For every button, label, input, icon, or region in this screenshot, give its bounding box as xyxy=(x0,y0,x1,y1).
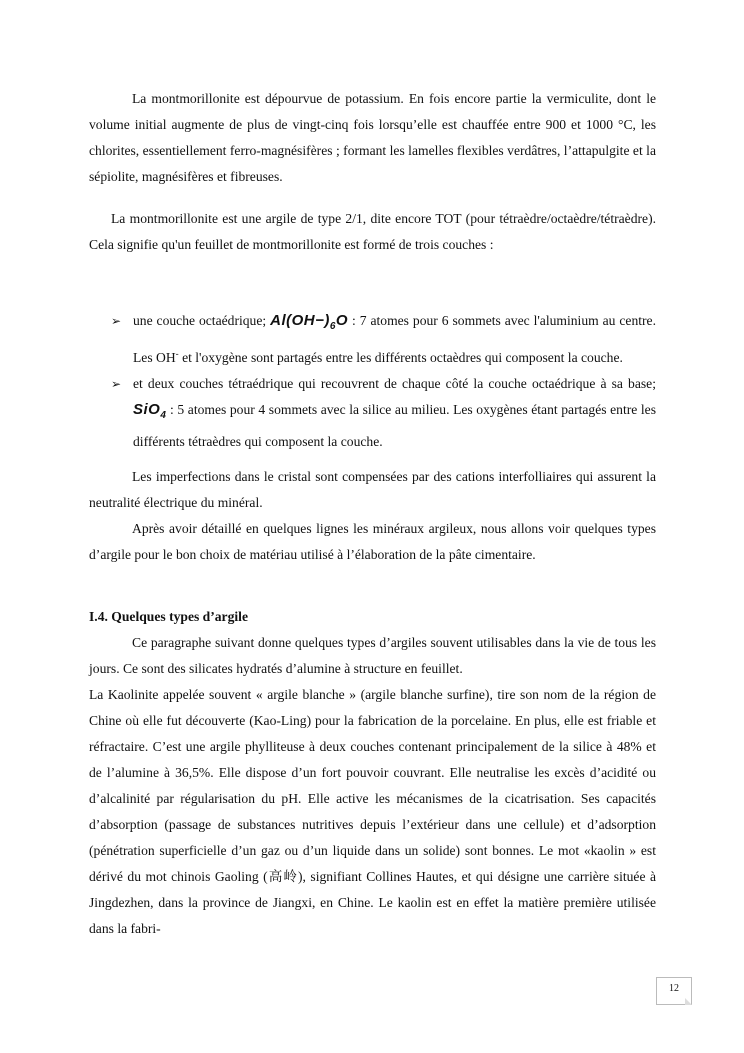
paragraph-transition: Après avoir détaillé en quelques lignes les minéraux argileux, nous allons voir quelques types d’argile pour le bon choix de matériau utilisé à l’élaboration de la pâte cimentaire. xyxy=(89,521,656,562)
paragraph-montmorillonite-tot: La montmorillonite est une argile de type 2/1, dite encore TOT (pour tétraèdre/octaèdre/tétraèdre). Cela signifie qu'un feuillet de montmorillonite est formé de trois couches : xyxy=(89,211,656,252)
paragraph-imperfections: Les imperfections dans le cristal sont compensées par des cations interfolliaires qui assurent la neutralité électrique du minéral. xyxy=(89,469,656,510)
tetrahedral-description: : 5 atomes pour 4 sommets avec la silice au milieu. Les oxygènes étant partagés entre les différents tétraèdres qui composent la couche. xyxy=(133,401,656,449)
paragraph-kaolinite: La Kaolinite appelée souvent « argile blanche » (argile blanche surfine), tire son nom de la région de Chine où elle fut découverte (Kao-Ling) pour la fabrication de la porcelaine. En plus, elle est friable et réfractaire. C’est une argile phylliteuse à deux couches contenant principalement de la silice à 48% et de l’alumine à 36,5%. Elle dispose d’un fort pouvoir couvrant. Elle neutralise les excès d’acidité ou d’alcalinité par régularisation du pH. Elle active les mécanismes de la cicatrisation. Ses capacités d’absorption (passage de substances nutritives depuis l’extérieur dans une cellule) et d’adsorption (pénétration superficielle d’un gaz ou d’un liquide dans un solide) sont bonnes. Le mot «kaolin » est dérivé du mot chinois Gaoling (高岭), signifiant Collines Hautes, et qui désigne une carrière située à Jingdezhen, dans la province de Jiangxi, en Chine. Le kaolin est en effet la matière première utilisée dans la fabri- xyxy=(89,687,656,936)
octahedral-description: : 7 atomes pour 6 sommets avec l'aluminium au centre. Les OH- et l'oxygène sont partagés entre les différents octaèdres qui composent la couche. xyxy=(133,313,656,365)
arrow-bullet-icon: ➢ xyxy=(111,314,122,328)
list-item-octahedral-layer xyxy=(89,308,656,371)
tetrahedral-label: et deux couches tétraédrique qui recouvrent de chaque côté la couche octaédrique à sa base; xyxy=(133,375,656,391)
tetrahedral-formula: SiO$_4$ xyxy=(133,400,167,421)
list-item-tetrahedral-layers xyxy=(89,371,656,455)
octahedral-formula: $Al(OH-)_6O$ xyxy=(270,312,349,332)
page-number: 12 xyxy=(656,977,692,1005)
section-heading: I.4. Quelques types d’argile xyxy=(89,609,248,624)
arrow-bullet-icon: ➢ xyxy=(111,376,122,391)
octahedral-label: une couche octaédrique; xyxy=(133,313,267,328)
layer-list xyxy=(89,308,656,455)
paragraph-clay-types-intro: Ce paragraphe suivant donne quelques types d’argiles souvent utilisables dans la vie de tous les jours. Ce sont des silicates hydratés d’alumine à structure en feuillet. xyxy=(89,635,656,676)
paragraph-vermiculite: La montmorillonite est dépourvue de potassium. En fois encore partie la vermiculite, dont le volume initial augmente de plus de vingt-cinq fois lorsqu’elle est chauffée entre 900 et 1000 °C, les chlorites, essentiellement ferro-magnésifères ; formant les lamelles flexibles verdâtres, l’attapulgite et la sépiolite, magnésifères et fibreuses. xyxy=(89,91,656,184)
